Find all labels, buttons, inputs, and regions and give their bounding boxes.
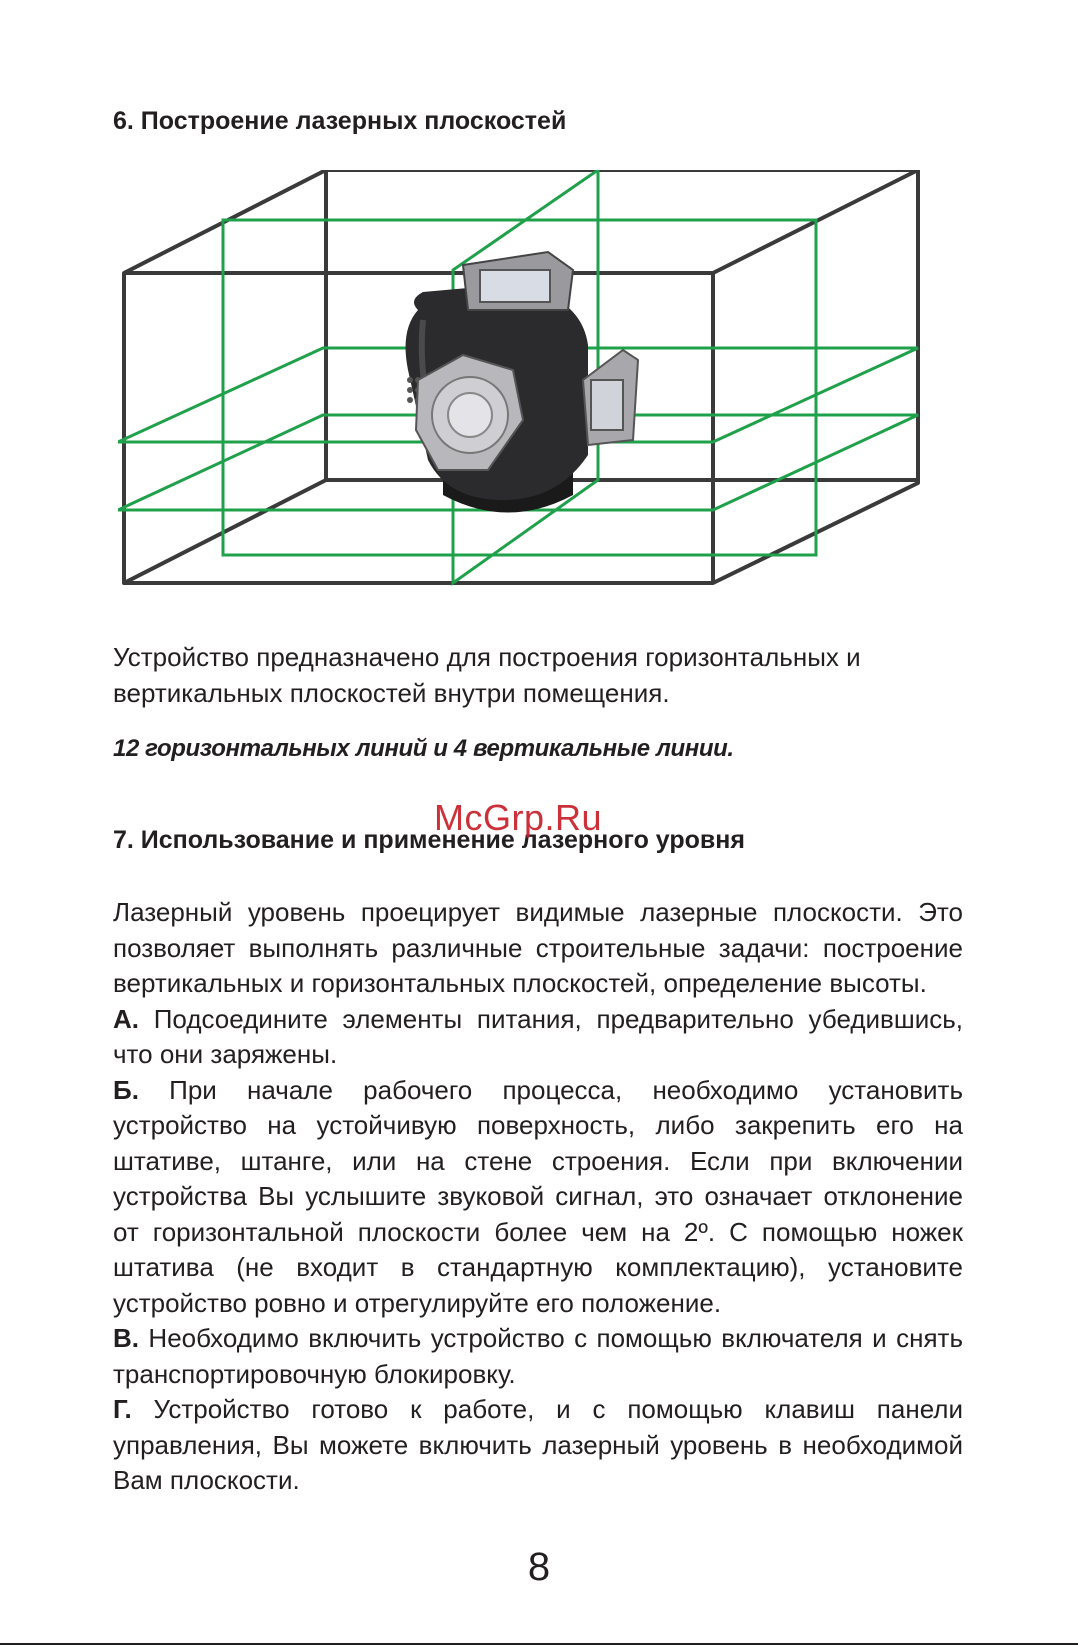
watermark: McGrp.Ru (434, 797, 603, 838)
step-a (113, 1002, 963, 1073)
usage-lead-paragraph: Лазерный уровень проецирует видимые лазерные плоскости. Это позволяет выполнять различные строительные задачи: построение вертикальных и горизонтальных плоскостей, определение высоты. (113, 897, 963, 998)
step-b-text: При начале рабочего процесса, необходимо установить устройство на устойчивую поверхность, либо закрепить его на штативе, штанге, или на стене строения. Если при включении устройства Вы услышите звуковой сигнал, это означает отклонение от горизонтальной плоскости более чем на 2º. С помощью ножек штатива (не входит в стандартную комплектацию), установите устройство ровно и отрегулируйте его положение. (113, 1074, 963, 1318)
step-g-letter: Г. (113, 1394, 132, 1424)
step-v (113, 1321, 963, 1392)
laser-planes-diagram (118, 170, 978, 620)
usage-text (113, 895, 963, 1499)
page-number: 8 (527, 1545, 551, 1589)
step-g (113, 1392, 963, 1499)
step-b-letter: Б. (113, 1074, 139, 1105)
section-7-heading: 7. Использование и применение лазерного уровня (113, 826, 745, 854)
step-v-text: Необходимо включить устройство с помощью включателя и снять транспортировочную блокировку. (113, 1323, 963, 1389)
device-front-lens (448, 393, 492, 437)
box-edge-bottom-left (124, 480, 326, 583)
step-g-text: Устройство готово к работе, и с помощью клавиш панели управления, Вы можете включить лазерный уровень в необходимой Вам плоскости. (113, 1394, 963, 1495)
feature-line-count: 12 горизонтальных линий и 4 вертикальные линии. (113, 735, 734, 762)
device-side-window (591, 380, 623, 430)
section-6-heading: 6. Построение лазерных плоскостей (113, 107, 567, 135)
step-a-letter: А. (113, 1003, 139, 1034)
step-b (113, 1073, 963, 1322)
step-v-letter: В. (113, 1323, 139, 1353)
step-a-text: Подсоедините элементы питания, предварительно убедившись, что они заряжены. (113, 1003, 963, 1069)
laser-level-device (406, 252, 638, 513)
device-top-window (480, 270, 550, 302)
intro-paragraph: Устройство предназначено для построения горизонтальных и вертикальных плоскостей внутри помещения. (113, 642, 861, 708)
